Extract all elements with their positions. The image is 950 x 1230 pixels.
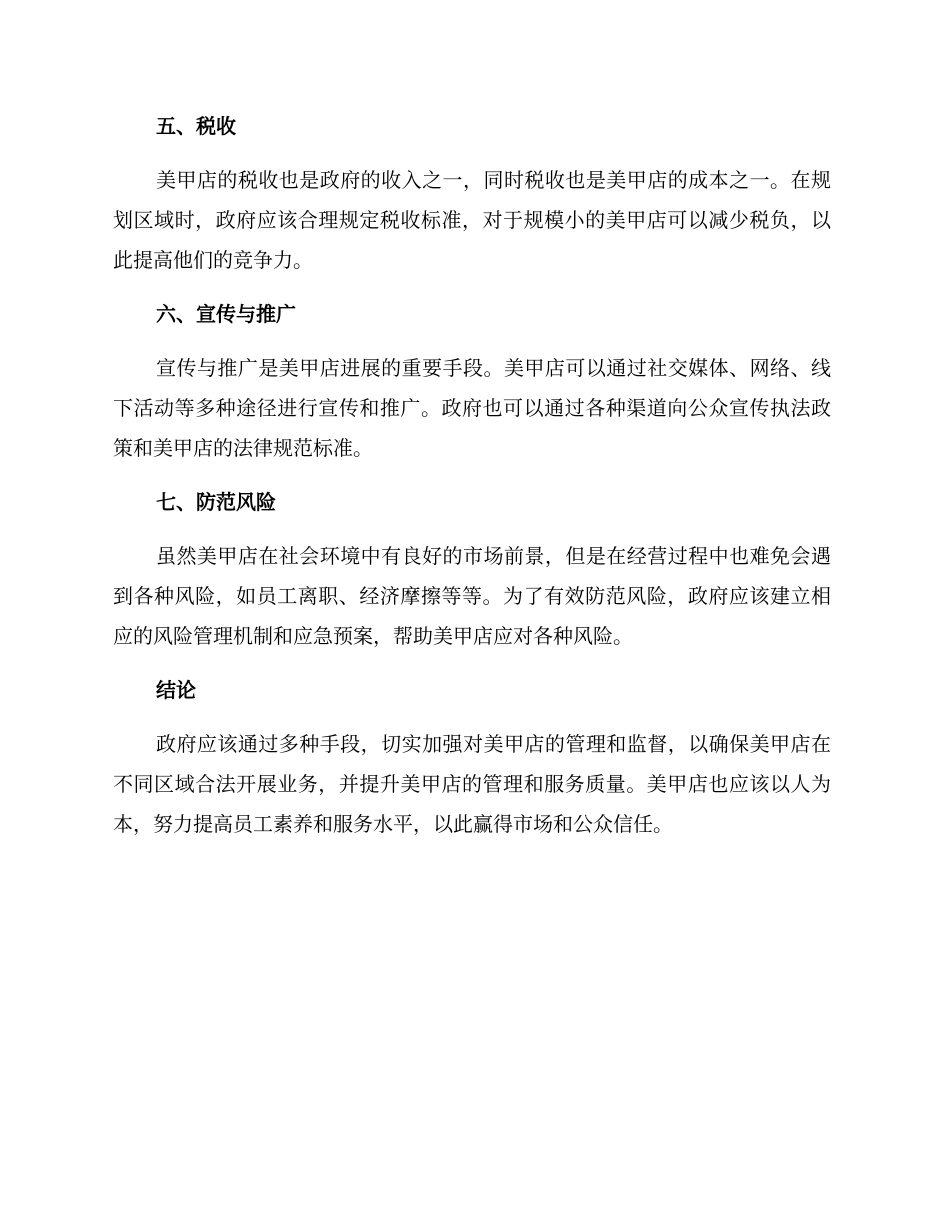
section-body-tax: 美甲店的税收也是政府的收入之一，同时税收也是美甲店的成本之一。在规划区域时，政府应该合理规定税收标准，对于规模小的美甲店可以减少税负，以此提高他们的竞争力。 bbox=[113, 168, 831, 272]
section-heading-tax: 五、税收 bbox=[156, 114, 236, 138]
section-body-conclusion: 政府应该通过多种手段，切实加强对美甲店的管理和监督，以确保美甲店在不同区域合法开展业务，并提升美甲店的管理和服务质量。美甲店也应该以人为本，努力提高员工素养和服务水平，以此赢得市场和公众信任。 bbox=[113, 732, 831, 836]
section-body-promotion: 宣传与推广是美甲店进展的重要手段。美甲店可以通过社交媒体、网络、线下活动等多种途径进行宣传和推广。政府也可以通过各种渠道向公众宣传执法政策和美甲店的法律规范标准。 bbox=[113, 356, 831, 460]
section-body-risk: 虽然美甲店在社会环境中有良好的市场前景，但是在经营过程中也难免会遇到各种风险，如员工离职、经济摩擦等等。为了有效防范风险，政府应该建立相应的风险管理机制和应急预案，帮助美甲店应对各种风险。 bbox=[113, 544, 831, 648]
document-page bbox=[113, 106, 831, 844]
section-heading-risk: 七、防范风险 bbox=[156, 490, 276, 514]
section-heading-promotion: 六、宣传与推广 bbox=[156, 302, 296, 326]
section-heading-conclusion: 结论 bbox=[156, 678, 196, 702]
